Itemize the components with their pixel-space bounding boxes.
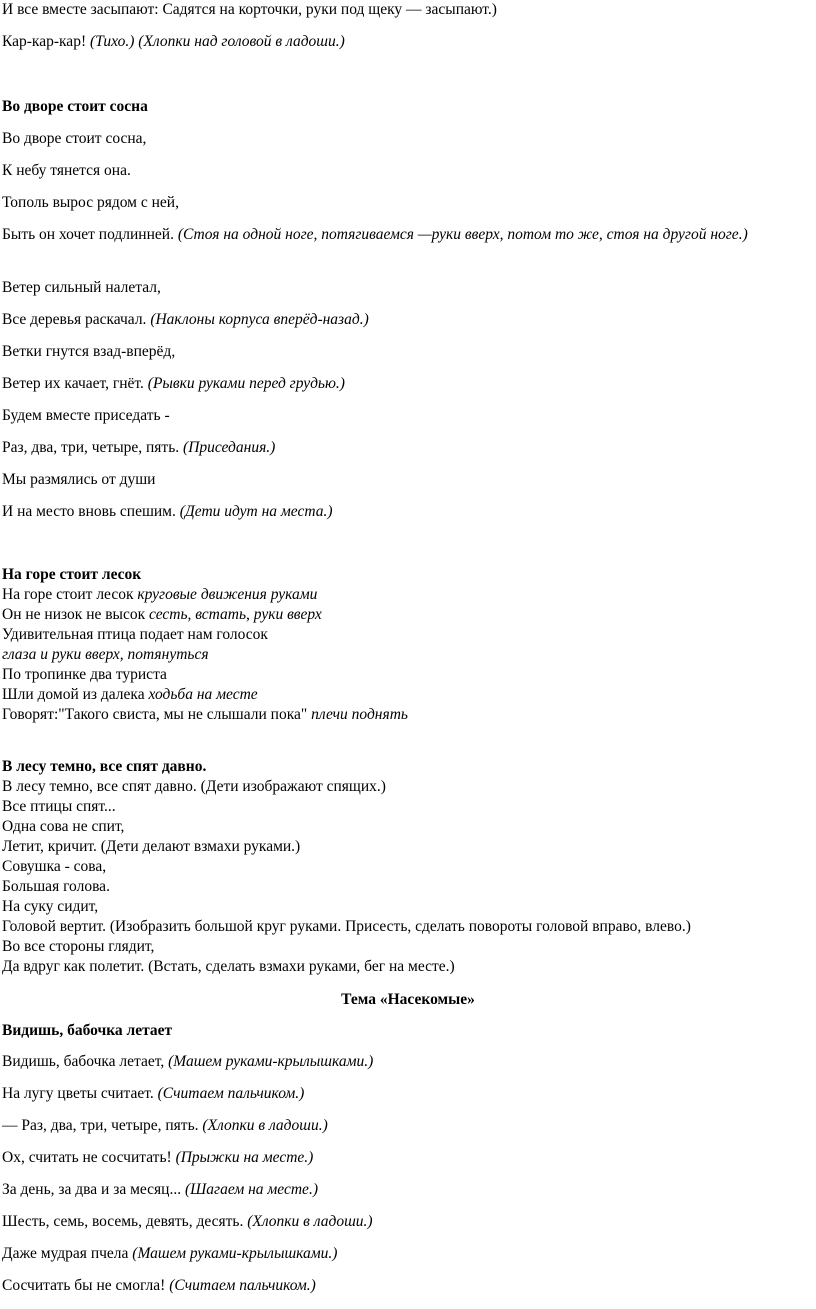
line-text: Сосчитать бы не смогла! — [2, 1277, 170, 1294]
text-line — [2, 705, 408, 724]
stage-direction: круговые движения руками — [137, 586, 318, 603]
section-heading: На горе стоит лесок — [2, 566, 142, 583]
text-line — [2, 1244, 337, 1263]
line-text: Все деревья раскачал. — [2, 311, 151, 328]
line-text: На горе стоит лесок — [2, 586, 138, 603]
text-line: Удивительная птица подает нам голосок — [2, 626, 268, 643]
text-line — [2, 685, 258, 704]
stage-direction: (Тихо.) (Хлопки над головой в ладоши.) — [89, 33, 345, 50]
stage-direction: (Приседания.) — [183, 439, 276, 456]
text-line — [2, 1052, 373, 1071]
text-line: Тополь вырос рядом с ней, — [2, 194, 179, 211]
text-line: Летит, кричит. (Дети делают взмахи руками.) — [2, 838, 301, 855]
line-text: Быть он хочет подлинней. — [2, 226, 178, 243]
line-text: Даже мудрая пчела — [2, 1245, 133, 1262]
stage-direction: (Рывки руками перед грудью.) — [147, 375, 345, 392]
stage-direction: (Машем руками-крылышками.) — [168, 1053, 374, 1070]
stage-direction: (Считаем пальчиком.) — [169, 1277, 316, 1294]
stage-direction: сесть, встать, руки вверх — [149, 606, 322, 623]
stage-direction: плечи поднять — [311, 706, 408, 723]
text-line — [2, 32, 345, 51]
section-heading: В лесу темно, все спят давно. — [2, 758, 207, 775]
section-heading: Во дворе стоит сосна — [2, 98, 148, 115]
text-line: Во все стороны глядит, — [2, 938, 155, 955]
text-line: На суку сидит, — [2, 898, 99, 915]
text-line — [2, 1084, 304, 1103]
line-text: — Раз, два, три, четыре, пять. — [2, 1117, 203, 1134]
text-line — [2, 502, 333, 521]
stage-direction: (Считаем пальчиком.) — [157, 1085, 305, 1102]
line-text: Раз, два, три, четыре, пять. — [2, 439, 184, 456]
line-text: Кар-кар-кар! — [2, 33, 90, 50]
text-line: Мы размялись от души — [2, 471, 156, 488]
text-line — [2, 225, 802, 244]
text-line — [2, 374, 345, 393]
text-line: Во дворе стоит сосна, — [2, 130, 147, 147]
stage-direction: (Стоя на одной ноге, потягиваемся —руки вверх, потом то же, стоя на другой ноге.) — [177, 226, 748, 243]
text-line — [2, 585, 317, 604]
text-line: В лесу темно, все спят давно. (Дети изображают спящих.) — [2, 778, 386, 795]
text-line — [2, 438, 275, 457]
stage-direction: (Хлопки в ладоши.) — [247, 1213, 373, 1230]
text-line — [2, 310, 369, 329]
text-line — [2, 1180, 318, 1199]
stage-direction: (Машем руками-крылышками.) — [132, 1245, 338, 1262]
text-line — [2, 0, 497, 19]
line-text: И на место вновь спешим. — [2, 503, 180, 520]
line-text: Шли домой из далека — [2, 686, 149, 703]
text-line: Большая голова. — [2, 878, 110, 895]
text-line: Ветер сильный налетал, — [2, 279, 161, 296]
line-text: Говорят:"Такого свиста, мы не слышали пока" — [2, 706, 312, 723]
line-text: Ох, считать не сосчитать! — [2, 1149, 176, 1166]
text-line: Ветки гнутся взад-вперёд, — [2, 343, 176, 360]
line-text: Шесть, семь, восемь, девять, десять. — [2, 1213, 248, 1230]
text-line: К небу тянется она. — [2, 162, 131, 179]
text-line: Все птицы спят... — [2, 798, 116, 815]
line-text: Ветер их качает, гнёт. — [2, 375, 148, 392]
text-line: Одна сова не спит, — [2, 818, 125, 835]
stage-direction: (Шагаем на месте.) — [184, 1181, 318, 1198]
line-text: И все вместе засыпают: Садятся на корточки, руки под щеку — засыпают.) — [2, 1, 497, 18]
line-text: За день, за два и за месяц... — [2, 1181, 185, 1198]
stage-direction: (Наклоны корпуса вперёд-назад.) — [150, 311, 369, 328]
stage-direction: (Прыжки на месте.) — [175, 1149, 314, 1166]
stage-direction: ходьба на месте — [148, 686, 258, 703]
stage-direction: (Дети идут на места.) — [179, 503, 333, 520]
text-line — [2, 1148, 313, 1167]
text-line: Да вдруг как полетит. (Встать, сделать взмахи руками, бег на месте.) — [2, 958, 455, 975]
text-line: По тропинке два туриста — [2, 666, 167, 683]
stage-direction: (Хлопки в ладоши.) — [202, 1117, 328, 1134]
text-line: Будем вместе приседать - — [2, 407, 170, 424]
text-line — [2, 1212, 373, 1231]
line-text: Он не низок не высок — [2, 606, 150, 623]
theme-title: Тема «Насекомые» — [341, 991, 475, 1008]
text-line — [2, 1276, 316, 1295]
text-line — [2, 605, 322, 624]
line-text: На лугу цветы считает. — [2, 1085, 158, 1102]
text-line: Совушка - сова, — [2, 858, 107, 875]
section-heading: Видишь, бабочка летает — [2, 1022, 173, 1039]
line-text: Видишь, бабочка летает, — [2, 1053, 169, 1070]
text-line — [2, 1116, 328, 1135]
text-line: Головой вертит. (Изобразить большой круг руками. Присесть, сделать повороты головой вправо, влево.) — [2, 918, 691, 935]
stage-direction: глаза и руки вверх, потянуться — [2, 646, 209, 663]
